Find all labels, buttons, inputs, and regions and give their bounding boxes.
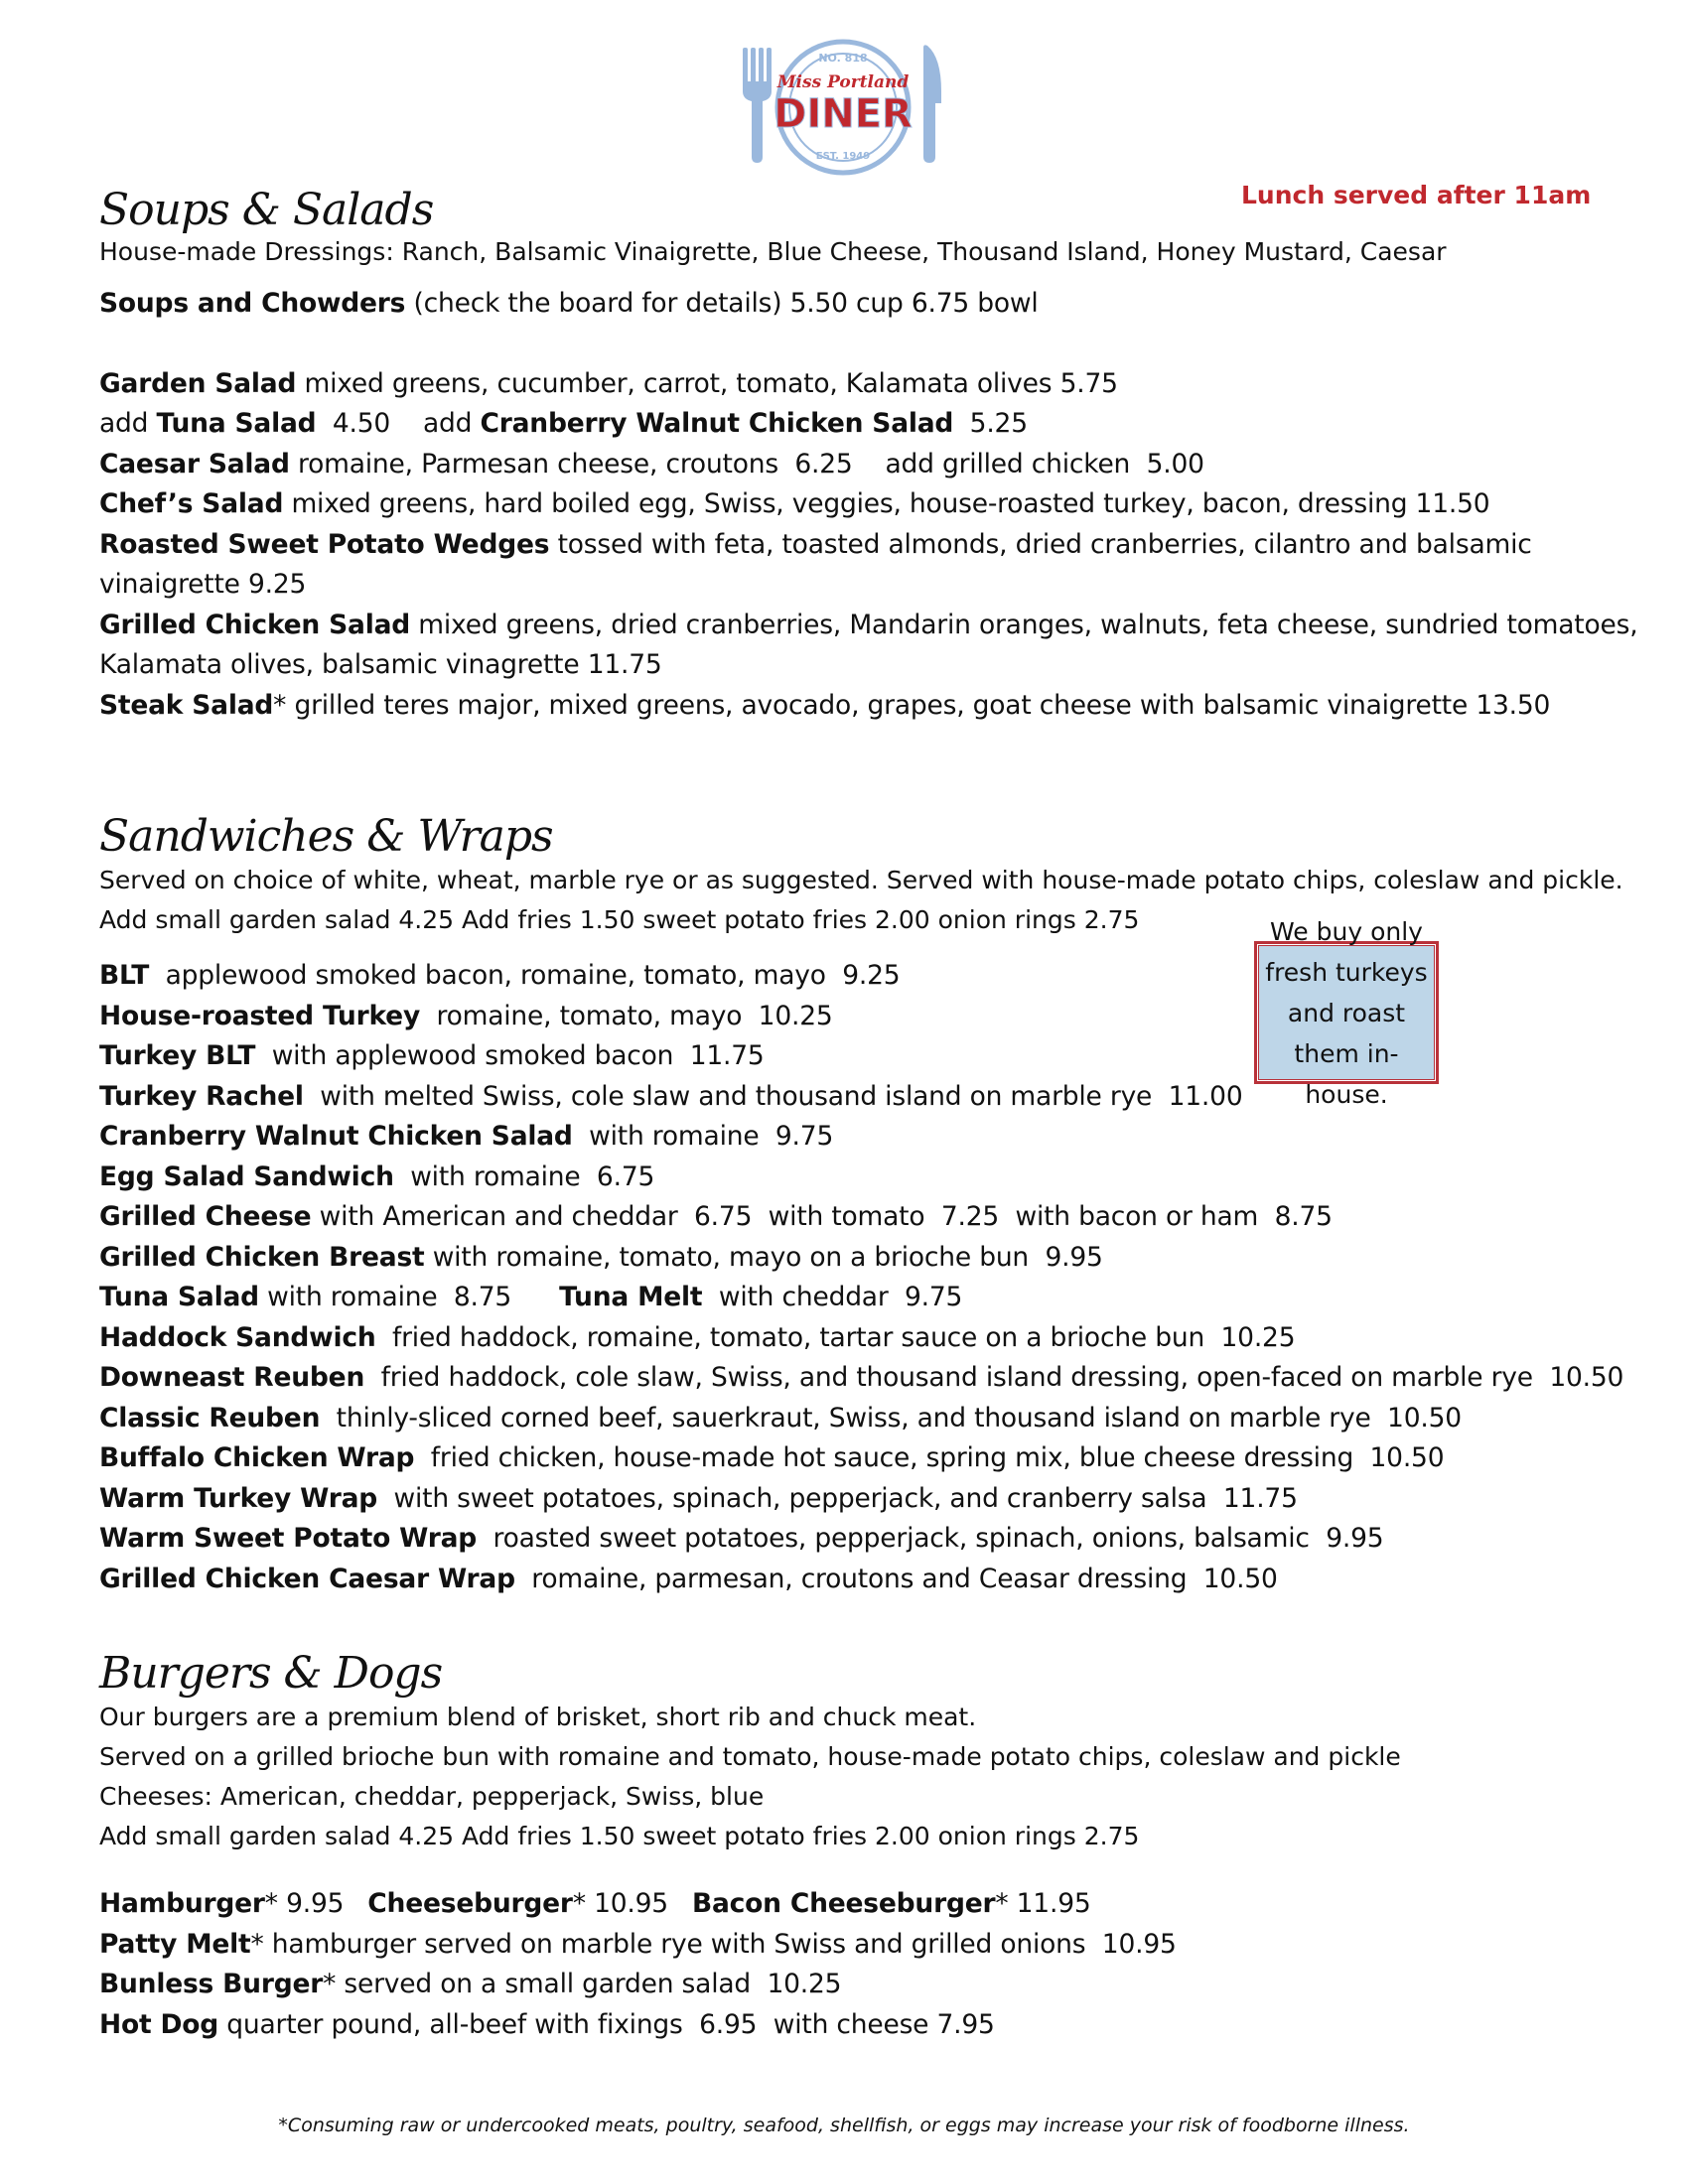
item-desc: mixed greens, dried cranberries, Mandarin oranges, walnuts, feta cheese, sundried tomatoes,: [410, 609, 1638, 640]
intro-line: Served on choice of white, wheat, marble rye or as suggested. Served with house-made potato chips, coleslaw and pickle.: [99, 866, 1623, 894]
item-desc: with romaine 6.75: [393, 1160, 655, 1192]
item-name: Tuna Salad: [156, 408, 317, 439]
item-name: Warm Turkey Wrap: [99, 1482, 378, 1514]
diner-logo: [733, 28, 951, 187]
item-desc: applewood smoked bacon, romaine, tomato, mayo 9.25: [149, 960, 901, 991]
section-title: Burgers & Dogs: [99, 1648, 443, 1699]
item-desc: romaine, Parmesan cheese, croutons 6.25 add grilled chicken 5.00: [289, 448, 1204, 479]
intro-line: Add small garden salad 4.25 Add fries 1.50 sweet potato fries 2.00 onion rings 2.75: [99, 905, 1140, 934]
item-desc: thinly-sliced corned beef, sauerkraut, Swiss, and thousand island on marble rye 10.50: [320, 1402, 1462, 1433]
item-name: Cranberry Walnut Chicken Salad: [480, 408, 954, 439]
item-desc: mixed greens, hard boiled egg, Swiss, veggies, house-roasted turkey, bacon, dressing 11.50: [283, 488, 1490, 519]
item-desc: * 9.95: [264, 1888, 345, 1919]
menu-item: [99, 364, 1609, 405]
menu-item: [99, 2005, 1609, 2046]
menu-item: [99, 1318, 1609, 1359]
logo-number: NO. 818: [818, 52, 868, 65]
item-name: Hot Dog: [99, 2008, 219, 2040]
menu-item: [99, 686, 1609, 727]
item-name: Chef’s Salad: [99, 488, 284, 519]
turkey-callout-box: We buy only fresh turkeys and roast them in-house.: [1254, 941, 1439, 1084]
item-name: House-roasted Turkey: [99, 1000, 421, 1031]
menu-item: [99, 1358, 1624, 1399]
menu-item: [99, 445, 1609, 485]
item-prefix: add: [99, 408, 157, 439]
intro-line: Served on a grilled brioche bun with romaine and tomato, house-made potato chips, coleslaw and pickle: [99, 1742, 1401, 1771]
menu-item: [99, 1560, 1609, 1600]
section-title: Sandwiches & Wraps: [99, 811, 553, 862]
item-desc: with romaine 9.75: [572, 1121, 834, 1152]
item-desc: fried haddock, romaine, tomato, tartar sauce on a brioche bun 10.25: [375, 1321, 1296, 1353]
item-name: Bacon Cheeseburger: [691, 1888, 996, 1919]
section-title: Soups & Salads: [99, 185, 434, 235]
item-desc: * served on a small garden salad 10.25: [323, 1969, 842, 1999]
dressings-line: House-made Dressings: Ranch, Balsamic Vinaigrette, Blue Cheese, Thousand Island, Honey Mustard, Caesar: [99, 237, 1447, 266]
menu-item: [99, 484, 1609, 525]
item-desc: fried chicken, house-made hot sauce, spring mix, blue cheese dressing 10.50: [414, 1442, 1445, 1473]
menu-item: [99, 284, 1609, 325]
item-desc: * grilled teres major, mixed greens, avocado, grapes, goat cheese with balsamic vinaigrette 13.50: [273, 689, 1551, 721]
logo-script: Miss Portland: [776, 72, 910, 92]
item-name: Garden Salad: [99, 367, 297, 399]
menu-item: [99, 1965, 1609, 2005]
item-desc: 4.50 add: [316, 408, 481, 439]
fork-icon: [743, 48, 772, 163]
item-name: Grilled Cheese: [99, 1201, 312, 1232]
knife-icon: [923, 45, 941, 163]
intro-line: Cheeses: American, cheddar, pepperjack, Swiss, blue: [99, 1782, 765, 1811]
menu-item-continued: vinaigrette 9.25: [99, 569, 307, 600]
menu-item: [99, 525, 1609, 566]
item-name: Warm Sweet Potato Wrap: [99, 1523, 478, 1554]
burgers-dogs-section: [99, 1646, 1609, 2045]
item-name: Caesar Salad: [99, 448, 290, 479]
item-desc: * 11.95: [995, 1888, 1091, 1919]
item-desc: with sweet potatoes, spinach, pepperjack, and cranberry salsa 11.75: [377, 1482, 1298, 1514]
item-name: Cranberry Walnut Chicken Salad: [99, 1121, 573, 1152]
item-name: Turkey Rachel: [99, 1080, 304, 1112]
item-name: Soups and Chowders: [99, 288, 406, 319]
item-name: Cheeseburger: [367, 1888, 573, 1919]
menu-item: [99, 1519, 1609, 1560]
menu-item: [99, 1117, 1609, 1158]
food-safety-disclaimer: *Consuming raw or undercooked meats, poultry, seafood, shellfish, or eggs may increase your risk of foodborne illness.: [278, 2115, 1410, 2136]
menu-item: [99, 606, 1638, 646]
item-name: Tuna Salad: [99, 1282, 259, 1312]
item-name: Patty Melt: [99, 1928, 251, 1960]
menu-item: [99, 1238, 1609, 1279]
item-name: BLT: [99, 960, 150, 991]
item-desc: with applewood smoked bacon 11.75: [255, 1040, 765, 1071]
logo-diner: DINER: [774, 91, 913, 137]
item-desc: with romaine 8.75: [258, 1282, 512, 1312]
item-desc: with romaine, tomato, mayo on a brioche bun 9.95: [424, 1241, 1103, 1273]
item-name: Tuna Melt: [559, 1282, 703, 1312]
item-name: Buffalo Chicken Wrap: [99, 1442, 415, 1473]
logo-established: EST. 1949: [815, 151, 871, 162]
item-name: Hamburger: [99, 1888, 265, 1919]
menu-item: [99, 1925, 1609, 1966]
item-name: Roasted Sweet Potato Wedges: [99, 528, 550, 560]
item-name: Turkey BLT: [99, 1040, 256, 1071]
item-name: Grilled Chicken Salad: [99, 609, 411, 640]
menu-item-continued: Kalamata olives, balsamic vinagrette 11.75: [99, 649, 662, 680]
item-desc: with American and cheddar 6.75 with tomato 7.25 with bacon or ham 8.75: [311, 1201, 1333, 1232]
item-desc: romaine, tomato, mayo 10.25: [420, 1000, 833, 1031]
item-name: Grilled Chicken Caesar Wrap: [99, 1563, 515, 1594]
soups-salads-section: [99, 183, 1638, 726]
menu-item: [99, 1158, 1609, 1198]
item-name: Bunless Burger: [99, 1969, 324, 1999]
menu-item: [99, 1197, 1609, 1238]
menu-item: [99, 1479, 1609, 1520]
menu-item: [99, 1884, 1609, 1925]
item-desc: (check the board for details) 5.50 cup 6.75 bowl: [405, 288, 1039, 319]
item-desc: mixed greens, cucumber, carrot, tomato, Kalamata olives 5.75: [296, 367, 1118, 399]
item-name: Haddock Sandwich: [99, 1321, 376, 1353]
item-desc: roasted sweet potatoes, pepperjack, spinach, onions, balsamic 9.95: [477, 1523, 1384, 1554]
item-desc: 5.25: [953, 408, 1028, 439]
menu-item: [99, 404, 1609, 445]
item-name: Downeast Reuben: [99, 1362, 365, 1393]
item-desc: tossed with feta, toasted almonds, dried cranberries, cilantro and balsamic: [549, 528, 1532, 560]
menu-item: [99, 1278, 1609, 1318]
intro-line: Add small garden salad 4.25 Add fries 1.50 sweet potato fries 2.00 onion rings 2.75: [99, 1822, 1140, 1850]
lunch-hours-note: Lunch served after 11am: [1241, 181, 1592, 209]
menu-item: [99, 1438, 1609, 1479]
item-desc: fried haddock, cole slaw, Swiss, and thousand island dressing, open-faced on marble rye 10.50: [364, 1362, 1624, 1393]
item-desc: with cheddar 9.75: [702, 1282, 963, 1312]
item-desc: with melted Swiss, cole slaw and thousand island on marble rye 11.00: [303, 1080, 1243, 1112]
item-name: Classic Reuben: [99, 1402, 321, 1433]
item-name: Egg Salad Sandwich: [99, 1160, 394, 1192]
menu-item: [99, 1399, 1609, 1439]
item-name: Steak Salad: [99, 689, 274, 721]
item-desc: quarter pound, all-beef with fixings 6.95 with cheese 7.95: [218, 2008, 995, 2040]
item-desc: * hamburger served on marble rye with Swiss and grilled onions 10.95: [250, 1928, 1177, 1960]
intro-line: Our burgers are a premium blend of brisket, short rib and chuck meat.: [99, 1703, 977, 1731]
item-desc: * 10.95: [572, 1888, 668, 1919]
item-name: Grilled Chicken Breast: [99, 1241, 425, 1273]
item-desc: romaine, parmesan, croutons and Ceasar dressing 10.50: [514, 1563, 1278, 1594]
